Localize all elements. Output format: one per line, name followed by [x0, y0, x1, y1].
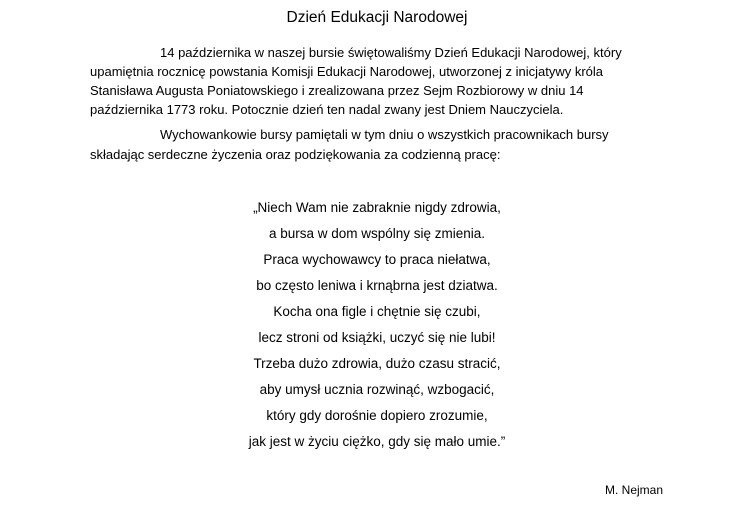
paragraph-line: października 1773 roku. Potocznie dzień ten nadal zwany jest Dniem Nauczyciela.	[90, 102, 564, 117]
paragraph-line: upamiętnia rocznicę powstania Komisji Edukacji Narodowej, utworzonej z inicjatywy króla	[90, 64, 604, 79]
paragraph-line: składając serdeczne życzenia oraz podziękowania za codzienną pracę:	[90, 147, 501, 162]
poem-line: Kocha ona figle i chętnie się czubi,	[273, 304, 481, 319]
paragraph-line: Wychowankowie bursy pamiętali w tym dniu o wszystkich pracownikach bursy	[160, 127, 609, 142]
page-title: Dzień Edukacji Narodowej	[286, 9, 468, 26]
paragraph-line: 14 października w naszej bursie świętowaliśmy Dzień Edukacji Narodowej, który	[160, 45, 622, 60]
poem-line: lecz stroni od książki, uczyć się nie lubi!	[258, 330, 496, 345]
poem-line: aby umysł ucznia rozwinąć, wzbogacić,	[259, 382, 495, 397]
paragraph-line: Stanisława Augusta Poniatowskiego i zrealizowana przez Sejm Rozbiorowy w dniu 14	[90, 83, 584, 98]
poem-line: który gdy dorośnie dopiero zrozumie,	[266, 408, 488, 423]
signature: M. Nejman	[604, 483, 663, 497]
poem-line: Praca wychowawcy to praca niełatwa,	[263, 252, 491, 267]
poem-line: „Niech Wam nie zabraknie nigdy zdrowia,	[253, 200, 501, 215]
poem-line: bo często leniwa i krnąbrna jest dziatwa.	[256, 278, 498, 293]
poem-line: jak jest w życiu ciężko, gdy się mało umie.”	[248, 434, 506, 449]
paragraph-intro	[90, 43, 690, 119]
poem-line: a bursa w dom wspólny się zmienia.	[268, 226, 486, 241]
paragraph-wishes	[90, 125, 690, 165]
poem-line: Trzeba dużo zdrowia, dużo czasu stracić,	[253, 356, 501, 371]
poem	[0, 195, 754, 455]
